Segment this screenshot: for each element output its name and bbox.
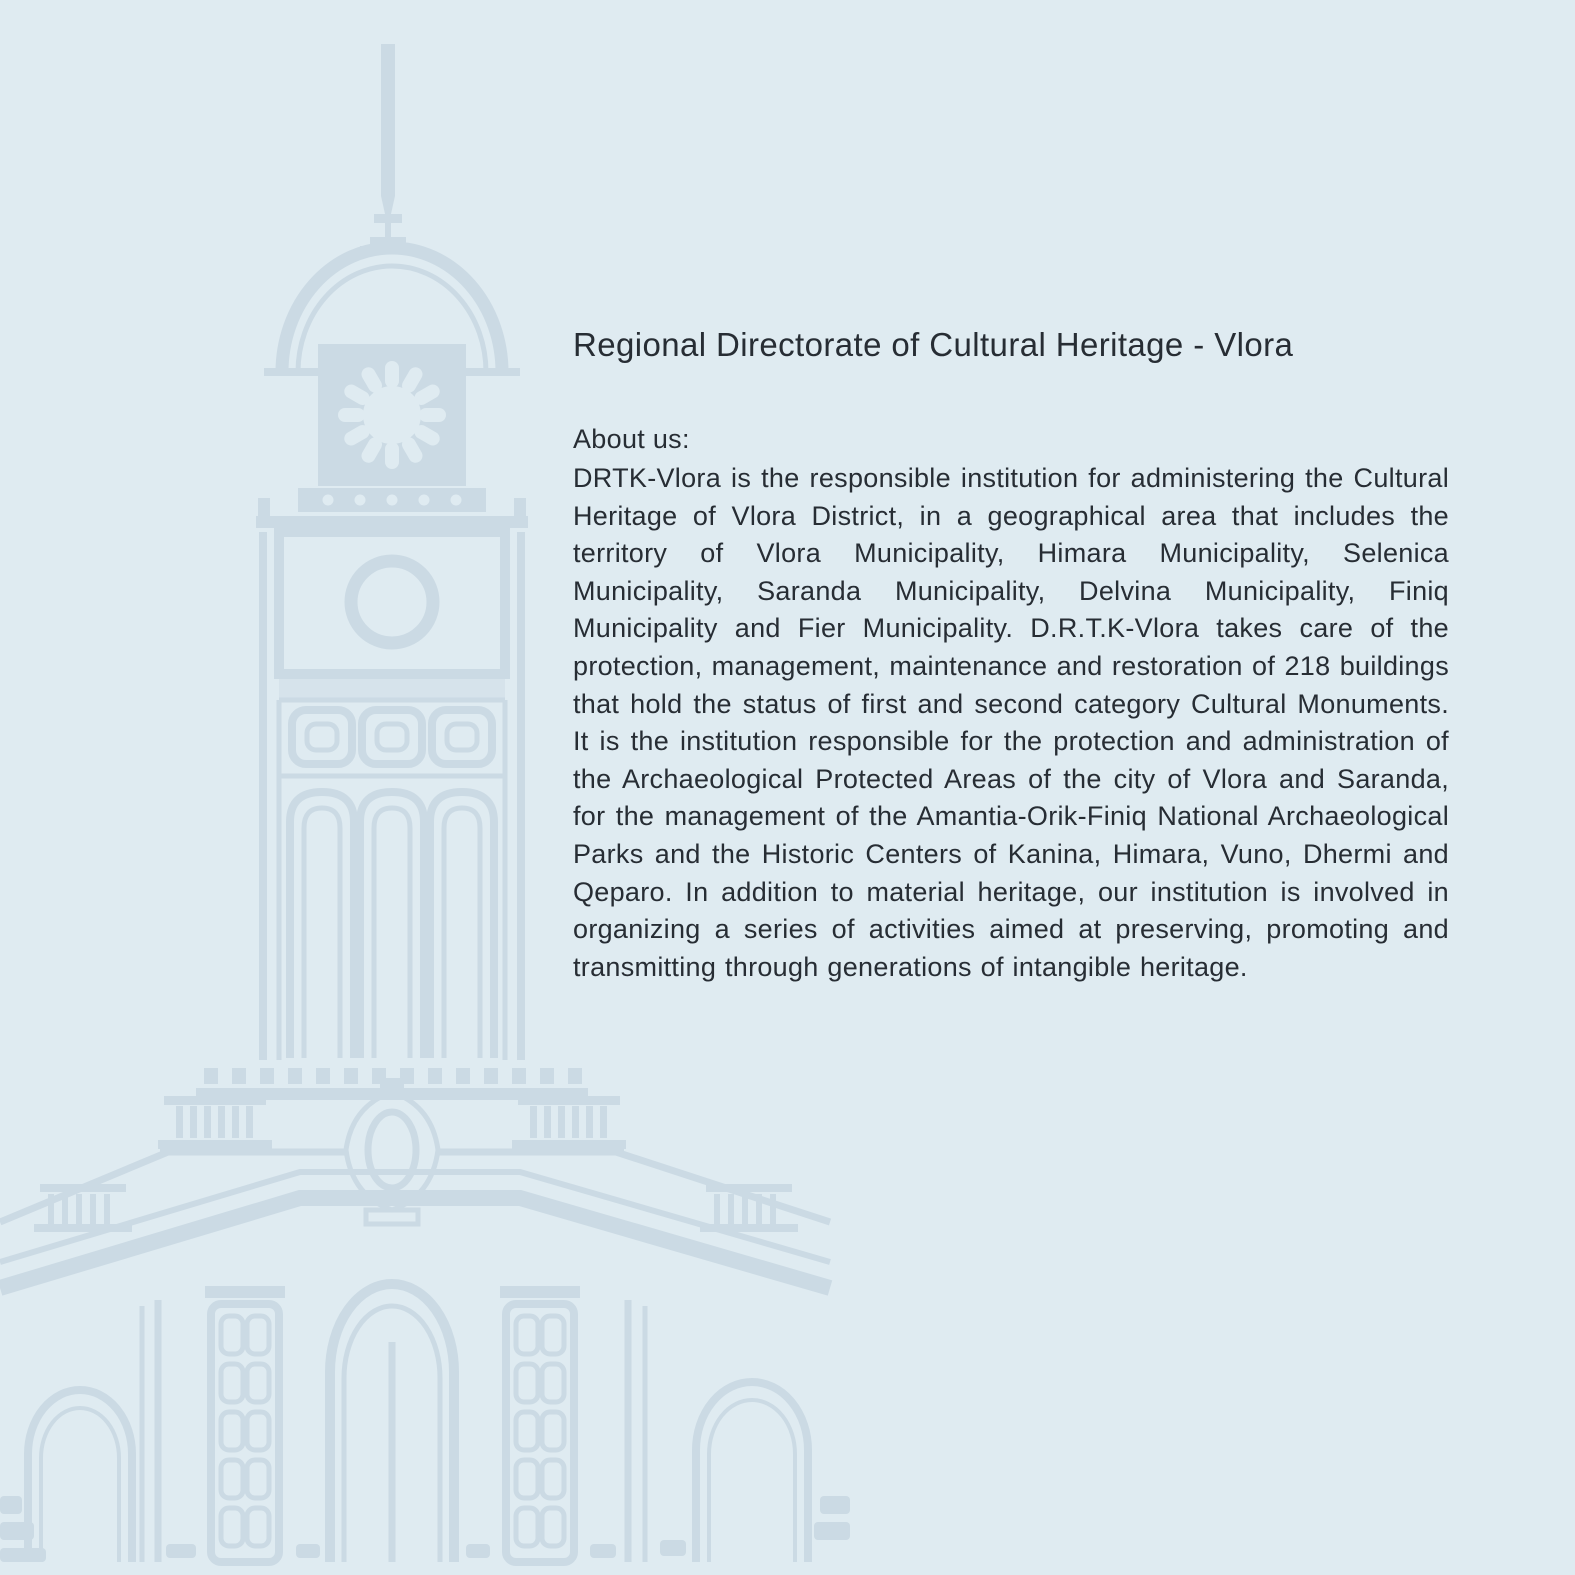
about-label: About us: [573,424,690,454]
about-section [573,326,1449,986]
page-title: Regional Directorate of Cultural Heritage - Vlora [573,326,1294,363]
about-paragraph: DRTK-Vlora is the responsible institution for administering the Cultural Heritage of Vlora District, in a geographical area that includes the territory of Vlora Municipality, Himara Municipality, Selenica Municipality, Saranda Municipality, Delvina Municipality, Finiq Municipality and Fier Municipality. D.R.T.K-Vlora takes care of the protection, management, maintenance and restoration of 218 buildings that hold the status of first and second category Cultural Monuments. It is the institution responsible for the protection and administration of the Archaeological Protected Areas of the city of Vlora and Saranda, for the management of the Amantia-Orik-Finiq National Archaeological Parks and the Historic Centers of Kanina, Himara, Vuno, Dhermi and Qeparo. In addition to material heritage, our institution is involved in organizing a series of activities aimed at preserving, promoting and transmitting through generations of intangible heritage. [573,463,1449,982]
